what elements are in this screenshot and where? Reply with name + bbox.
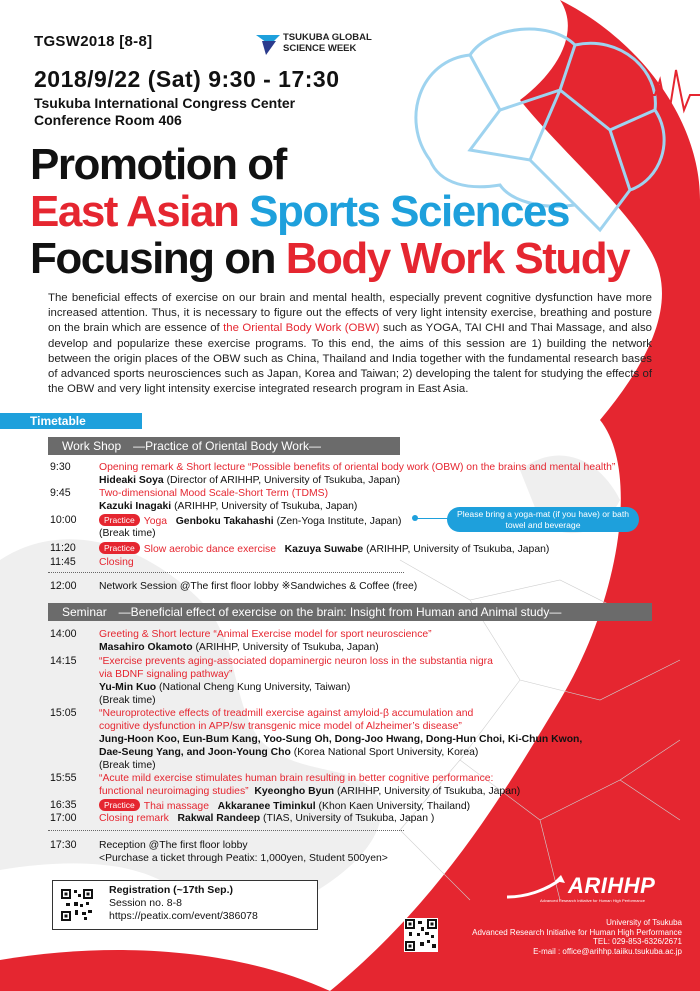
- ws-time-1: 9:30: [50, 461, 71, 473]
- title-line3: [30, 235, 629, 283]
- event-code: TGSW2018 [8-8]: [34, 33, 153, 50]
- reception-line1: Reception @The first floor lobby: [99, 840, 248, 851]
- sem-speaker-row-2: [99, 681, 350, 694]
- intro-part1: The beneficial effects of exercise on our brain and mental health, especially prevent cognitive dysfunction have more increased attention. Thus, it is necessary to figure out the effects of very light intensity exercise, breathing and posture on the brain which are essence of: [48, 292, 652, 335]
- red-background-shape: [330, 0, 700, 991]
- ws-affil-1: (Director of ARIHHP, University of Tsukuba, Japan): [166, 475, 401, 486]
- sem-title-5: Thai massage: [143, 801, 209, 812]
- ws-speaker-4: Kazuya Suwabe: [284, 544, 364, 555]
- ws-break-1: (Break time): [99, 528, 156, 539]
- reception-line2: <Purchase a ticket through Peatix: 1,000yen, Student 500yen>: [99, 853, 388, 864]
- ws-time-3: 10:00: [50, 514, 77, 526]
- venue-line1: Tsukuba International Congress Center: [34, 95, 296, 111]
- ws-time-5: 11:45: [50, 556, 76, 568]
- sem-title-2a: “Exercise prevents aging-associated dopaminergic neuron loss in the substantia nigra: [99, 656, 493, 667]
- org-email[interactable]: E-mail : office@arihhp.taiiku.tsukuba.ac.jp: [533, 946, 682, 956]
- registration-qr-icon[interactable]: [60, 888, 94, 922]
- tgsw-logo: [256, 31, 396, 57]
- timetable-label: Timetable: [0, 413, 142, 429]
- sem-title-3b: cognitive dysfunction in APP/sw transgenic mice model of Alzheimer’s disease”: [99, 721, 462, 732]
- ws-title-3: Yoga: [143, 516, 168, 527]
- title-focusing-on: Focusing on: [30, 234, 276, 283]
- workshop-title-bar: Work Shop ―Practice of Oriental Body Work―: [48, 437, 400, 455]
- sem-time-6: 17:00: [50, 812, 77, 824]
- ws-title-5: Closing: [99, 557, 134, 568]
- sem-speakers-3b: Dae-Seung Yang, and Joon-Young Cho: [99, 747, 291, 758]
- seminar-title-bar: Seminar ―Beneficial effect of exercise on the brain: Insight from Human and Animal study―: [48, 603, 652, 621]
- ws-speaker-1: Hideaki Soya: [99, 475, 164, 486]
- ws-title-2: Two-dimensional Mood Scale-Short Term (TDMS): [99, 488, 329, 499]
- sem-speaker-5: Akkaranee Timinkul: [217, 801, 316, 812]
- intro-highlight: the Oriental Body Work (OBW): [223, 322, 380, 335]
- title-body-work-study: Body Work Study: [285, 234, 630, 283]
- sem-time-5: 16:35: [50, 799, 77, 811]
- org-line2: Advanced Research Initiative for Human High Performance: [472, 927, 682, 937]
- sem-title-3a: “Neuroprotective effects of treadmill exercise against amyloid-β accumulation and: [99, 708, 474, 719]
- venue-line2: Conference Room 406: [34, 112, 182, 128]
- note-connector: [416, 518, 448, 519]
- ws-title-1: Opening remark & Short lecture “Possible benefits of oriental body work (OBW) on the brains and mental health”: [99, 462, 616, 473]
- divider: [48, 830, 404, 831]
- ws-speaker-row-1: [99, 474, 400, 487]
- sem-speaker-2: Yu-Min Kuo: [99, 682, 157, 693]
- divider: [48, 572, 404, 573]
- sem-speakers-3a: Jung-Hoon Koo, Eun-Bum Kang, Yoo-Sung Oh, Dong-Joo Hwang, Dong-Hun Choi, Ki-Chun Kwon,: [99, 734, 583, 745]
- title-line2: [30, 188, 569, 236]
- tgsw-logo-text: TSUKUBA GLOBAL SCIENCE WEEK: [283, 32, 372, 54]
- registration-title: Registration (~17th Sep.): [109, 884, 233, 896]
- yoga-mat-note: Please bring a yoga-mat (if you have) or bath towel and beverage: [447, 507, 639, 532]
- registration-box: [52, 880, 318, 930]
- reception-time: 17:30: [50, 839, 77, 851]
- sem-speaker-4: Kyeongho Byun: [254, 786, 335, 797]
- sem-row-4b: [99, 785, 520, 798]
- ws-title-4: Slow aerobic dance exercise: [143, 544, 276, 555]
- ws-speaker-row-2: [99, 500, 357, 513]
- title-sports-sciences: Sports Sciences: [249, 187, 569, 236]
- network-time: 12:00: [50, 580, 77, 592]
- ws-row-4: [99, 542, 549, 556]
- ws-affil-4: (ARIHHP, University of Tsukuba, Japan): [366, 544, 550, 555]
- sem-speaker-1: Masahiro Okamoto: [99, 642, 193, 653]
- sem-speaker-6: Rakwal Randeep: [177, 813, 261, 824]
- sem-title-1: Greeting & Short lecture “Animal Exercise model for sport neuroscience”: [99, 629, 432, 640]
- registration-url[interactable]: https://peatix.com/event/386078: [109, 910, 258, 922]
- sem-title-2b: via BDNF signaling pathway”: [99, 669, 233, 680]
- network-text: Network Session @The first floor lobby ※Sandwiches & Coffee (free): [99, 581, 418, 592]
- sem-row-6: [99, 812, 434, 825]
- ws-affil-3: (Zen-Yoga Institute, Japan): [276, 516, 402, 527]
- sem-affil-3: (Korea National Sport University, Korea): [293, 747, 479, 758]
- title-east-asian: East Asian: [30, 187, 239, 236]
- sem-affil-1: (ARIHHP, University of Tsukuba, Japan): [195, 642, 379, 653]
- note-dot: [412, 515, 418, 521]
- practice-badge: Practice: [99, 799, 140, 811]
- sem-break-2: (Break time): [99, 760, 156, 771]
- venue: [34, 95, 295, 129]
- sem-time-3: 15:05: [50, 707, 77, 719]
- sem-title-4b: functional neuroimaging studies”: [99, 786, 249, 797]
- ws-speaker-3: Genboku Takahashi: [175, 516, 274, 527]
- sem-title-4a: “Acute mild exercise stimulates human brain resulting in better cognitive performance:: [99, 773, 494, 784]
- org-tel: TEL: 029-853-6326/2671: [593, 937, 682, 946]
- sem-affil-6: (TIAS, University of Tsukuba, Japan ): [263, 813, 435, 824]
- sem-time-1: 14:00: [50, 628, 77, 640]
- registration-session: Session no. 8-8: [109, 897, 182, 909]
- sem-affil-4: (ARIHHP, University of Tsukuba, Japan): [336, 786, 521, 797]
- practice-badge: Practice: [99, 542, 140, 554]
- ws-affil-2: (ARIHHP, University of Tsukuba, Japan): [174, 501, 358, 512]
- ws-time-2: 9:45: [50, 487, 71, 499]
- red-bottom-wave: [0, 950, 330, 991]
- ws-row-3: [99, 514, 402, 528]
- arihhp-logo-sub: Advanced Research Initiative for Human High Performance: [540, 898, 645, 903]
- org-contact: [430, 918, 682, 956]
- intro-part2: such as YOGA, TAI CHI and Thai Massage, and also develop and popularize these exercise programs. To this end, the aims of this session are 1) building the network between the origin places of the OBW such as China, Thailand and India together with the fundamental research bases of advanced sports neurosciences such as Japan, Korea and Taiwan; 2) developing the talent for studying the effects of the OBW and very light intensity exercise integrated research program in East Asia.: [48, 322, 652, 396]
- sem-title-6: Closing remark: [99, 813, 169, 824]
- ws-time-4: 11:20: [50, 542, 76, 554]
- sem-affil-2: (National Cheng Kung University, Taiwan): [159, 682, 351, 693]
- org-line1: University of Tsukuba: [606, 918, 682, 927]
- sem-break-1: (Break time): [99, 695, 156, 706]
- title-line1: Promotion of: [30, 140, 286, 189]
- sem-speaker-row-3: [99, 746, 478, 759]
- sem-speaker-row-1: [99, 641, 379, 654]
- event-datetime: 2018/9/22 (Sat) 9:30 - 17:30: [34, 66, 340, 92]
- sem-affil-5: (Khon Kaen University, Thailand): [318, 801, 471, 812]
- sem-row-5: [99, 799, 470, 813]
- tgsw-mark-icon: [256, 33, 280, 55]
- sem-time-2: 14:15: [50, 655, 77, 667]
- practice-badge: Practice: [99, 514, 140, 526]
- arihhp-logo: ARIHHP: [568, 873, 656, 898]
- ws-speaker-2: Kazuki Inagaki: [99, 501, 172, 512]
- sem-time-4: 15:55: [50, 772, 77, 784]
- intro-paragraph: [48, 291, 652, 397]
